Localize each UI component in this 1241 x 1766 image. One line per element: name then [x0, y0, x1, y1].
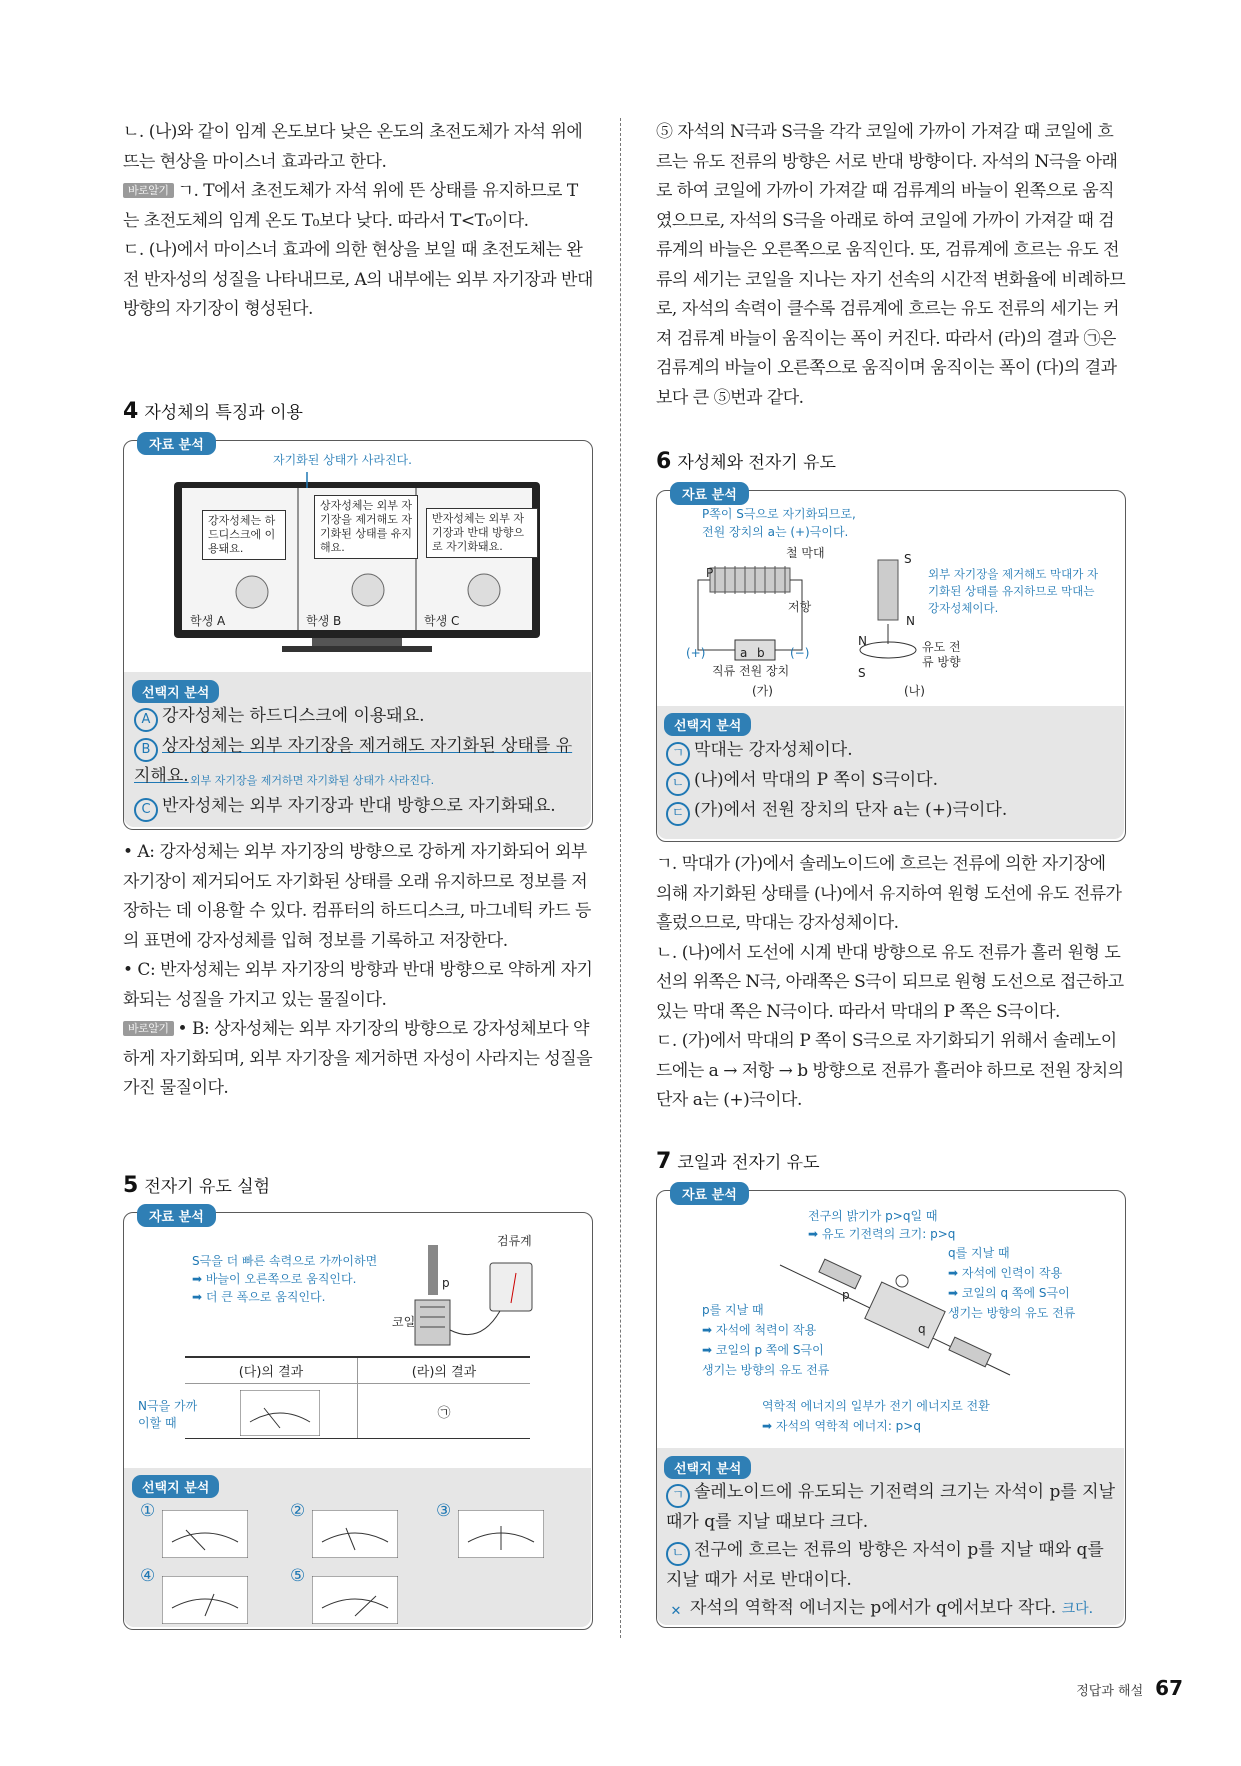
p-mark: P	[706, 566, 714, 580]
pole-n: N	[858, 634, 867, 648]
section-title-text: 코일과 전자기 유도	[677, 1153, 820, 1173]
annotation: 전원 장치의 a는 (+)극이다.	[702, 525, 849, 539]
row-label: N극을 가까이할 때	[138, 1399, 198, 1430]
speech-bubble-a: 강자성체는 하드디스크에 이용돼요.	[202, 510, 286, 560]
student-label-b: 학생 B	[306, 614, 342, 628]
section-number: 7	[656, 1149, 672, 1174]
choice-5: ⑤	[290, 1566, 306, 1586]
section-title-text: 자성체의 특징과 이용	[144, 403, 303, 423]
choice-4: ④	[140, 1566, 156, 1586]
paragraph: ㄷ. (나)에서 마이스너 효과에 의한 현상을 보일 때 초전도체는 완전 반자성의 성질을 나타내므로, A의 내부에는 외부 자기장과 반대 방향의 자기장이 형성된다.	[123, 240, 593, 319]
terminal-b: b	[757, 646, 765, 660]
section-6-title	[656, 448, 836, 474]
right-intro-text	[656, 118, 1126, 413]
choice-1: ①	[140, 1501, 156, 1521]
incline-solenoid-illustration	[770, 1245, 1020, 1395]
galvanometer-label: 검류계	[497, 1234, 532, 1248]
annotation: ➡ 코일의 q 쪽에 S극이	[948, 1286, 1070, 1300]
choice-1	[666, 1478, 1116, 1537]
correction-note: 크다.	[1061, 1601, 1094, 1617]
choice-text: 상자성체는 외부 자기장을 제거해도 자기화된 상태를 유지해요.	[134, 736, 573, 786]
circle-mark-icon: ㄱ	[666, 1484, 690, 1508]
choice-text: 자석의 역학적 에너지는 p에서가 q에서보다 작다.	[690, 1598, 1057, 1618]
paragraph	[123, 1015, 593, 1104]
choice-analysis-tab: 선택지 분석	[664, 713, 751, 736]
data-analysis-tab: 자료 분석	[137, 1204, 216, 1227]
section-6-explanation	[656, 850, 1126, 1116]
paragraph-text: ㄱ. T에서 초전도체가 자석 위에 뜬 상태를 유지하므로 T는 초전도체의 임계 온도 T₀보다 낮다. 따라서 T<T₀이다.	[123, 181, 578, 231]
circle-mark-icon: ㄴ	[666, 1542, 690, 1566]
section-4-explanation	[123, 838, 593, 1104]
choice-text: 막대는 강자성체이다.	[694, 740, 853, 760]
annotation: p를 지날 때	[702, 1303, 764, 1317]
pole-s: S	[858, 666, 866, 680]
paragraph: ㄴ. (나)와 같이 임계 온도보다 낮은 온도의 초전도체가 자석 위에 뜨는 현상을 마이스너 효과라고 한다.	[123, 122, 583, 172]
paragraph: ⑤ 자석의 N극과 S극을 각각 코일에 가까이 가져갈 때 코일에 흐르는 유도 전류의 방향은 서로 반대 방향이다. 자석의 N극을 아래로 하여 코일에 가까이 가져갈 때 검류계의 바늘이 왼쪽으로 움직였으므로, 자석의 S극을 아래로 하여 코일에 가까이 가져갈 때 검류계의 바늘은 오른쪽으로 움직인다. 또, 검류계에 흐르는 유도 전류의 세기는 코일을 지나는 자기 선속의 시간적 변화율에 비례하므로, 자석의 속력이 클수록 검류계에 흐르는 유도 전류의 세기는 커져 검류계 바늘이 움직이는 폭이 커진다. 따라서 (라)의 결과 ㉠은 검류계의 바늘이 오른쪽으로 움직이며 움직이는 폭이 (다)의 결과보다 큰 ⑤번과 같다.	[656, 122, 1126, 408]
circle-mark-icon: ㄱ	[666, 742, 690, 766]
table-header: (다)의 결과	[185, 1357, 358, 1384]
choice-1	[666, 736, 1116, 766]
annotation: S극을 더 빠른 속력으로 가까이하면	[192, 1254, 378, 1268]
circle-mark-icon: ㄴ	[666, 772, 690, 796]
circle-mark-icon: C	[134, 798, 158, 822]
data-analysis-tab: 자료 분석	[670, 482, 749, 505]
figure-label-na: (나)	[904, 684, 925, 698]
paragraph: • C: 반자성체는 외부 자기장의 방향과 반대 방향으로 약하게 자기화되는 성질을 가지고 있는 물질이다.	[123, 960, 593, 1010]
correction-note: 외부 자기장을 제거하면 자기화된 상태가 사라진다.	[190, 774, 435, 787]
paragraph: • A: 강자성체는 외부 자기장의 방향으로 강하게 자기화되어 외부 자기장이 제거되어도 자기화된 상태를 오래 유지하므로 정보를 저장하는 데 이용할 수 있다. 컴퓨터의 하드디스크, 마그네틱 카드 등의 표면에 강자성체를 입혀 정보를 기록하고 저장한다.	[123, 842, 591, 951]
annotation: ➡ 자석에 척력이 작용	[702, 1323, 817, 1337]
annotation: 생기는 방향의 유도 전류	[948, 1306, 1076, 1320]
annotation: 전구의 밝기가 p>q일 때	[808, 1209, 938, 1223]
choice-text: (가)에서 전원 장치의 단자 a는 (+)극이다.	[694, 800, 1008, 820]
paragraph: ㄱ. 막대가 (가)에서 솔레노이드에 흐르는 전류에 의한 자기장에 의해 자기화된 상태를 (나)에서 유지하여 원형 도선에 유도 전류가 흘렀으므로, 막대는 강자성체이다.	[656, 854, 1122, 933]
cross-mark-icon: ✕	[670, 1604, 682, 1619]
choice-analysis-tab: 선택지 분석	[132, 680, 219, 703]
point-p-label: p	[842, 1288, 850, 1302]
table-cell: ㉠	[358, 1384, 531, 1439]
choice-2	[666, 1536, 1116, 1595]
section-number: 4	[123, 399, 139, 424]
plus-label: (+)	[686, 646, 706, 660]
choice-3	[666, 1594, 1116, 1624]
paragraph	[123, 177, 593, 236]
annotation: 생기는 방향의 유도 전류	[702, 1363, 830, 1377]
paragraph: ㄷ. (가)에서 막대의 P 쪽이 S극으로 자기화되기 위해서 솔레노이드에는 a → 저항 → b 방향으로 전류가 흘러야 하므로 전원 장치의 단자 a는 (+)극이다.	[656, 1031, 1124, 1110]
section-title-text: 자성체와 전자기 유도	[677, 453, 836, 473]
choice-c	[134, 792, 584, 822]
data-analysis-tab: 자료 분석	[670, 1182, 749, 1205]
cross-mark-icon: B	[134, 738, 158, 762]
minus-label: (−)	[790, 646, 810, 660]
power-supply-label: 직류 전원 장치	[712, 664, 790, 678]
section-title-text: 전자기 유도 실험	[144, 1177, 271, 1197]
data-analysis-tab: 자료 분석	[137, 432, 216, 455]
column-divider	[620, 118, 621, 1638]
annotation: 역학적 에너지의 일부가 전기 에너지로 전환	[762, 1399, 990, 1413]
meter-dial-1	[162, 1510, 248, 1558]
page-number: 67	[1155, 1676, 1183, 1700]
meter-dial-3	[458, 1510, 544, 1558]
meter-dial-5	[312, 1576, 398, 1624]
left-intro-text	[123, 118, 593, 325]
choice-text: 솔레노이드에 유도되는 기전력의 크기는 자석이 p를 지날 때가 q를 지날 때보다 크다.	[666, 1482, 1116, 1532]
annotation: ➡ 유도 기전력의 크기: p>q	[808, 1227, 956, 1241]
pole-s: S	[904, 552, 912, 566]
annotation: q를 지날 때	[948, 1246, 1010, 1260]
speech-bubble-c: 반자성체는 외부 자기장과 반대 방향으로 자기화돼요.	[426, 508, 538, 558]
terminal-a: a	[740, 646, 748, 660]
section-number: 6	[656, 449, 672, 474]
choice-2	[666, 766, 1116, 796]
wrong-badge: 바로알기	[123, 1021, 174, 1036]
section-5-title	[123, 1172, 270, 1198]
section-number: 5	[123, 1173, 139, 1198]
annotation: ➡ 바늘이 오른쪽으로 움직인다.	[192, 1272, 357, 1286]
choice-analysis-tab: 선택지 분석	[132, 1475, 219, 1498]
choice-2: ②	[290, 1501, 306, 1521]
coil-label: 코일	[392, 1315, 416, 1329]
choice-text: (나)에서 막대의 P 쪽이 S극이다.	[694, 770, 939, 790]
point-q-label: q	[918, 1322, 926, 1336]
induced-current-label: 유도 전류 방향	[922, 640, 961, 669]
wrong-badge: 바로알기	[123, 183, 174, 198]
annotation: ➡ 코일의 p 쪽에 S극이	[702, 1343, 824, 1357]
section-7-title	[656, 1148, 820, 1174]
page-footer	[1076, 1676, 1183, 1700]
paragraph-text: • B: 상자성체는 외부 자기장의 방향으로 강자성체보다 약하게 자기화되며, 외부 자기장을 제거하면 자성이 사라지는 성질을 가진 물질이다.	[123, 1019, 593, 1098]
meter-dial-4	[162, 1576, 248, 1624]
section-4-title	[123, 398, 303, 424]
meter-dial-2	[312, 1510, 398, 1558]
student-label-c: 학생 C	[424, 614, 460, 628]
paragraph: ㄴ. (나)에서 도선에 시계 반대 방향으로 유도 전류가 흘러 원형 도선의 위쪽은 N극, 아래쪽은 S극이 되므로 원형 도선으로 접근하고 있는 막대 쪽은 N극이다. 따라서 막대의 P 쪽은 S극이다.	[656, 942, 1124, 1022]
annotation: ➡ 자석의 역학적 에너지: p>q	[762, 1419, 921, 1433]
pole-n: N	[906, 614, 915, 628]
annotation: 외부 자기장을 제거해도 막대가 자기화된 상태를 유지하므로 막대는 강자성체이다.	[928, 567, 1099, 615]
annotation: 자기화된 상태가 사라진다.	[273, 453, 412, 467]
student-label-a: 학생 A	[190, 614, 226, 628]
table-header: (라)의 결과	[358, 1357, 531, 1384]
result-table	[185, 1356, 530, 1439]
meter-dial	[240, 1390, 320, 1436]
p-label: p	[442, 1276, 450, 1290]
choice-3: ③	[436, 1501, 452, 1521]
resistor-label: 저항	[788, 600, 812, 614]
annotation: ➡ 자석에 인력이 작용	[948, 1266, 1063, 1280]
circle-mark-icon: A	[134, 708, 158, 732]
choice-text: 반자성체는 외부 자기장과 반대 방향으로 자기화돼요.	[162, 796, 556, 816]
footer-label: 정답과 해설	[1076, 1684, 1144, 1699]
iron-rod-label: 철 막대	[786, 546, 825, 560]
figure-label-ga: (가)	[752, 684, 773, 698]
choice-text: 강자성체는 하드디스크에 이용돼요.	[162, 706, 425, 726]
speech-bubble-b: 상자성체는 외부 자기장을 제거해도 자기화된 상태를 유지해요.	[314, 495, 418, 559]
choice-3	[666, 796, 1116, 826]
circle-mark-icon: ㄷ	[666, 802, 690, 826]
choice-a	[134, 702, 584, 732]
choice-text: 전구에 흐르는 전류의 방향은 자석이 p를 지날 때와 q를 지날 때가 서로 반대이다.	[666, 1540, 1104, 1590]
choice-analysis-tab: 선택지 분석	[664, 1456, 751, 1479]
annotation: ➡ 더 큰 폭으로 움직인다.	[192, 1290, 326, 1304]
annotation: P쪽이 S극으로 자기화되므로,	[702, 507, 856, 521]
